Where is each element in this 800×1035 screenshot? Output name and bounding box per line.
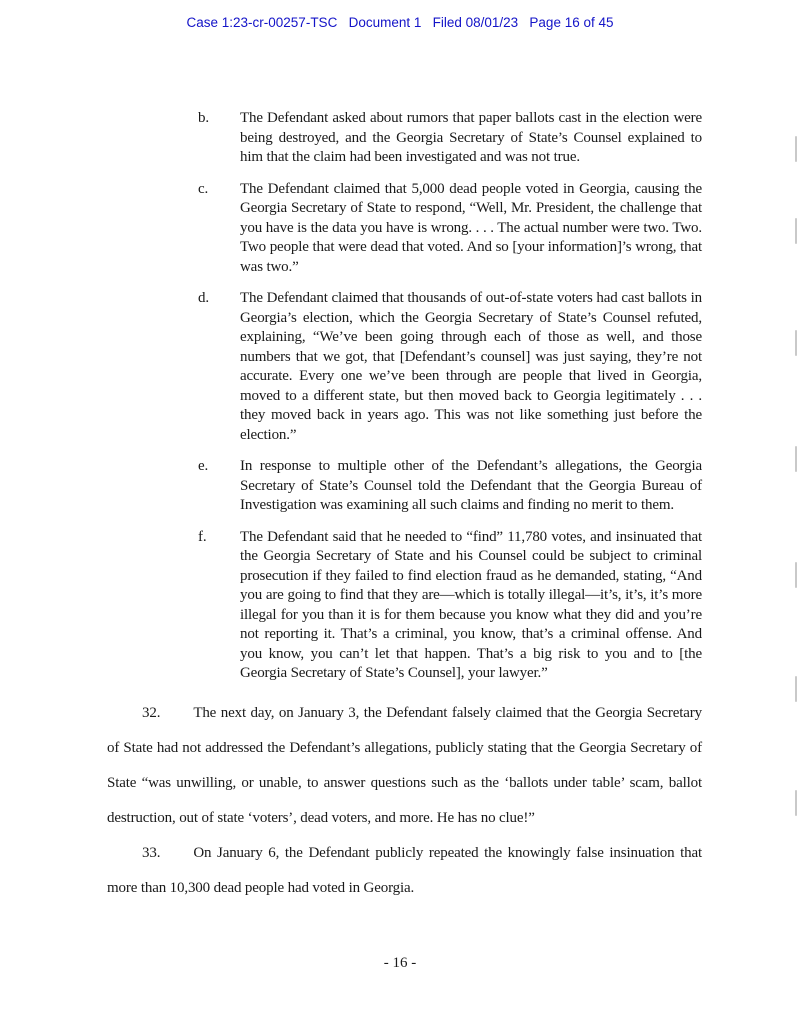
list-item-text: The Defendant asked about rumors that paper ballots cast in the election were being destroyed, and the Georgia Secretary of State’s Counsel explained to him that the claim had been investigated and was not true.: [240, 110, 702, 165]
list-item-e: [107, 457, 702, 516]
list-item-f: [107, 528, 702, 684]
paragraph-number: 32.: [142, 704, 161, 721]
list-item-marker: d.: [198, 290, 209, 306]
scan-artifact: [795, 676, 797, 702]
list-item-marker: e.: [198, 458, 209, 474]
list-item-marker: b.: [198, 110, 209, 126]
list-item-marker: f.: [198, 528, 207, 545]
paragraph-text: On January 6, the Defendant publicly repeated the knowingly false insinuation that more than 10,300 dead people had voted in Georgia.: [107, 844, 702, 896]
list-item-b: [107, 109, 702, 168]
scan-artifact: [795, 218, 797, 244]
scan-artifact: [795, 562, 797, 588]
scan-artifact: [795, 330, 797, 356]
list-item-text: The Defendant claimed that 5,000 dead people voted in Georgia, causing the Georgia Secretary of State to respond, “Well, Mr. President, the challenge that you have is the data you have is wrong. . . . The actual number were two. Two. Two people that were dead that voted. And so [your information]’s wrong, that was two.”: [240, 180, 702, 275]
scan-artifact: [795, 446, 797, 472]
paragraph-text: The next day, on January 3, the Defendant falsely claimed that the Georgia Secretary of State had not addressed the Defendant’s allegations, publicly stating that the Georgia Secretary of State “was unwilling, or unable, to answer questions such as the ‘ballots under table’ scam, ballot destruction, out of state ‘voters’, dead voters, and more. He has no clue!”: [107, 704, 702, 826]
list-item-text: The Defendant claimed that thousands of out-of-state voters had cast ballots in Georgia’s election, which the Georgia Secretary of State’s Counsel refuted, explaining, “We’ve been going through each of those as well, and those numbers that we got, that [Defendant’s counsel] was just saying, they’re not accurate. Every one we’ve been through are people that lived in Georgia, moved to a different state, but then moved back to Georgia legitimately . . . they moved back in years ago. This was not like something just before the election.”: [240, 290, 702, 443]
document-body: [107, 109, 702, 906]
case-header-stamp: Case 1:23-cr-00257-TSC Document 1 Filed 08/01/23 Page 16 of 45: [186, 15, 614, 30]
list-item-d: [107, 289, 702, 445]
list-item-text: In response to multiple other of the Defendant’s allegations, the Georgia Secretary of State’s Counsel told the Defendant that the Georgia Bureau of Investigation was examining all such claims and finding no merit to them.: [240, 458, 702, 513]
list-item-c: [107, 180, 702, 278]
paragraph-number: 33.: [142, 844, 161, 861]
list-item-text: The Defendant said that he needed to “find” 11,780 votes, and insinuated that the Georgia Secretary of State and his Counsel could be subject to criminal prosecution if they failed to find election fraud as he demanded, stating, “And you are going to find that they are—which is totally illegal—it’s, it’s, it’s more illegal for you than it is for them because you know what they did and you’re not reporting it. That’s a criminal, you know, that’s a criminal offense. And you know, you can’t let that happen. That’s a big risk to you and to [the Georgia Secretary of State’s Counsel], your lawyer.”: [240, 528, 702, 681]
numbered-paragraph-33: [107, 836, 702, 906]
scan-artifact: [795, 790, 797, 816]
scan-artifact: [795, 136, 797, 162]
list-item-marker: c.: [198, 180, 209, 197]
page-number: - 16 -: [383, 955, 417, 971]
numbered-paragraph-32: [107, 696, 702, 836]
